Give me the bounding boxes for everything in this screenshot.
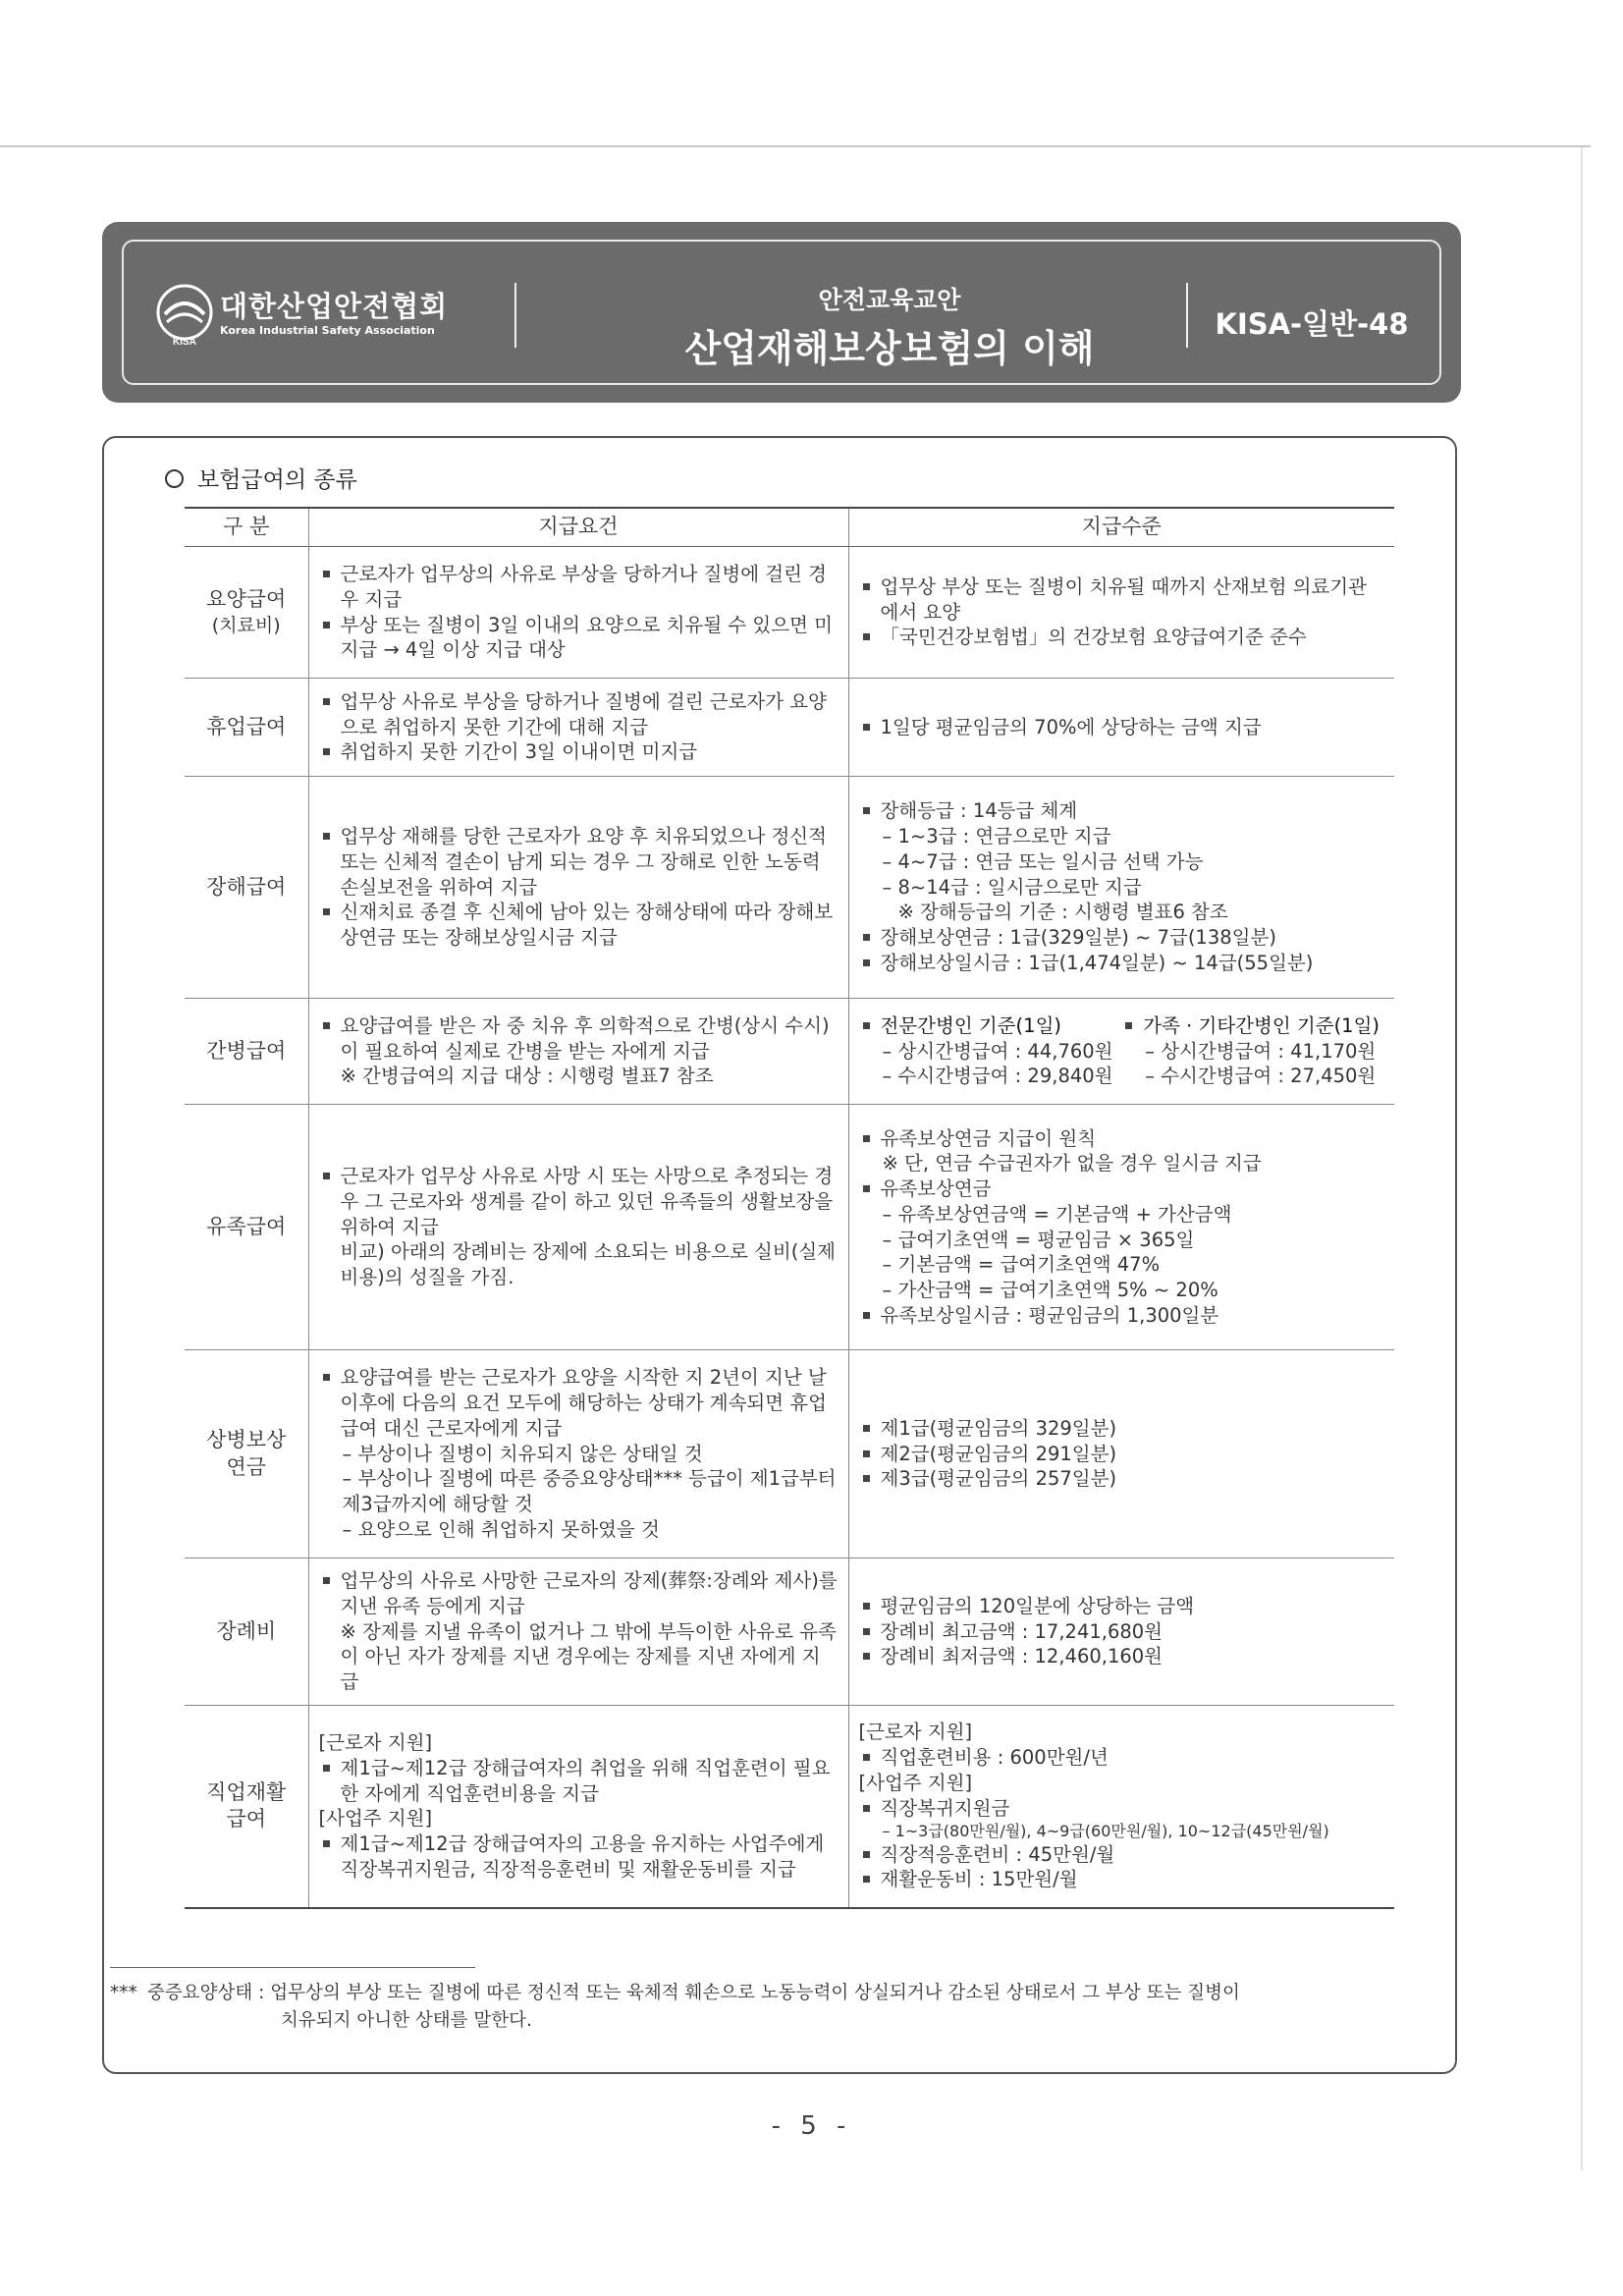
note-item: ※ 단, 연금 수급권자가 없을 경우 일시금 지급 <box>882 1152 1262 1175</box>
row-requirement <box>308 999 848 1105</box>
note-item: ※ 간병급여의 지급 대상 : 시행령 별표7 참조 <box>340 1065 714 1088</box>
list-item: 장례비 최고금액 : 17,241,680원 <box>859 1619 1385 1645</box>
category-name: 상병보상 <box>206 1427 287 1451</box>
note-item: 비교) 아래의 장례비는 장제에 소요되는 비용으로 실비(실제 비용)의 성질을 가짐. <box>340 1240 836 1289</box>
row-level <box>848 777 1394 999</box>
footnote-line-2: 치유되지 아니한 상태를 말한다. <box>281 2009 532 2031</box>
category-name: 직업재활 <box>206 1779 287 1804</box>
sub-item: – 기본금액 = 급여기초연액 47% <box>882 1253 1161 1277</box>
row-requirement <box>308 679 848 777</box>
group-label: [사업주 지원] <box>318 1807 433 1831</box>
list-item: 「국민건강보험법」의 건강보험 요양급여기준 준수 <box>859 625 1385 650</box>
family-caregiver-rates <box>1121 1013 1384 1089</box>
list-item: 유족보상연금 지급이 원칙 <box>859 1126 1385 1152</box>
list-item: 재활운동비 : 15만원/월 <box>859 1867 1385 1892</box>
sub-item: – 수시간병급여 : 27,450원 <box>1145 1065 1377 1088</box>
sub-item: – 8~14급 : 일시금으로만 지급 <box>882 875 1142 899</box>
list-item: 신재치료 종결 후 신체에 남아 있는 장해상태에 따라 장해보상연금 또는 장해보상일시금 지급 <box>319 900 839 950</box>
list-item: 전문간병인 기준(1일) <box>859 1013 1122 1039</box>
doc-code: KISA-일반-48 <box>1215 307 1409 341</box>
list-item: 제2급(평균임금의 291일분) <box>859 1442 1385 1467</box>
row-category: 간병급여 <box>185 999 308 1105</box>
list-item: 장해보상연금 : 1급(329일분) ~ 7급(138일분) <box>859 925 1385 951</box>
list-item: 제1급(평균임금의 329일분) <box>859 1416 1385 1442</box>
category-subname: (치료비) <box>211 614 281 636</box>
doc-type: 안전교육교안 <box>818 286 961 314</box>
table-row <box>185 547 1394 679</box>
list-item: 업무상 재해를 당한 근로자가 요양 후 치유되었으나 정신적 또는 신체적 결손이 남게 되는 경우 그 장해로 인한 노동력손실보전을 위하여 지급 <box>319 824 839 900</box>
category-name: 요양급여 <box>206 587 287 612</box>
professional-caregiver-rates <box>859 1013 1122 1089</box>
sub-item: – 상시간병급여 : 41,170원 <box>1145 1039 1377 1063</box>
org-name-english: Korea Industrial Safety Association <box>220 324 435 337</box>
footnote-line-1: 중증요양상태 : 업무상의 부상 또는 질병에 따른 정신적 또는 육체적 훼손으로 노동능력이 상실되거나 감소된 상태로서 그 부상 또는 질병이 <box>147 1983 1240 2003</box>
sub-item: – 부상이나 질병에 따른 중증요양상태*** 등급이 제1급부터 제3급까지에 해당할 것 <box>342 1467 837 1516</box>
section-title <box>165 462 357 494</box>
kisa-logo <box>155 283 538 348</box>
scan-edge-shadow <box>1581 147 1583 2170</box>
category-name-line2: 급여 <box>226 1807 267 1831</box>
note-item: ※ 장해등급의 기준 : 시행령 별표6 참조 <box>897 901 1228 924</box>
row-level <box>848 999 1394 1105</box>
list-item: 직장적응훈련비 : 45만원/월 <box>859 1842 1385 1868</box>
section-title-text: 보험급여의 종류 <box>197 467 357 493</box>
row-level <box>848 1350 1394 1558</box>
scan-border-line <box>0 145 1591 147</box>
list-item: 유족보상일시금 : 평균임금의 1,300일분 <box>859 1303 1385 1329</box>
table-row <box>185 1105 1394 1350</box>
sub-item: – 상시간병급여 : 44,760원 <box>882 1039 1113 1063</box>
list-item: 요양급여를 받은 자 중 치유 후 의학적으로 간병(상시 수시)이 필요하여 실제로 간병을 받는 자에게 지급 <box>319 1013 839 1064</box>
footnote <box>110 1980 1416 2035</box>
list-item: 제1급~제12급 장해급여자의 고용을 유지하는 사업주에게 직장복귀지원금, 직장적응훈련비 및 재활운동비를 지급 <box>319 1831 839 1882</box>
footnote-mark: *** <box>110 1983 137 2003</box>
header-inner-border <box>122 240 1441 385</box>
page-number: - 5 - <box>771 2111 852 2141</box>
table-row <box>185 679 1394 777</box>
list-item: 업무상 부상 또는 질병이 치유될 때까지 산재보험 의료기관에서 요양 <box>859 574 1385 625</box>
sub-item: – 급여기초연액 = 평균임금 × 365일 <box>882 1228 1195 1251</box>
row-requirement <box>308 1706 848 1908</box>
footnote-divider <box>110 1967 475 1968</box>
category-name-line2: 연금 <box>226 1454 267 1479</box>
list-item: 업무상의 사유로 사망한 근로자의 장제(葬祭:장례와 제사)를 지낸 유족 등에게 지급 <box>319 1568 839 1618</box>
group-label: [사업주 지원] <box>858 1771 973 1794</box>
row-level <box>848 1105 1394 1350</box>
list-item: 제3급(평균임금의 257일분) <box>859 1466 1385 1492</box>
list-item: 직장복귀지원금 <box>859 1796 1385 1822</box>
row-category: 휴업급여 <box>185 679 308 777</box>
list-item: 직업훈련비용 : 600만원/년 <box>859 1745 1385 1771</box>
table-header-row <box>185 508 1394 547</box>
list-item: 요양급여를 받는 근로자가 요양을 시작한 지 2년이 지난 날 이후에 다음의 요건 모두에 해당하는 상태가 계속되면 휴업급여 대신 근로자에게 지급 <box>319 1365 839 1441</box>
row-category <box>185 1350 308 1558</box>
row-category: 장해급여 <box>185 777 308 999</box>
list-item: 1일당 평균임금의 70%에 상당하는 금액 지급 <box>859 715 1385 740</box>
row-requirement <box>308 777 848 999</box>
list-item: 가족 · 기타간병인 기준(1일) <box>1121 1013 1384 1039</box>
svg-text:KISA: KISA <box>173 337 196 348</box>
sub-item: – 유족보상연금액 = 기본금액 + 가산금액 <box>882 1202 1232 1226</box>
table-row <box>185 1350 1394 1558</box>
row-level <box>848 547 1394 679</box>
row-category: 장례비 <box>185 1558 308 1706</box>
list-item: 장해등급 : 14등급 체계 <box>859 798 1385 824</box>
list-item: 근로자가 업무상의 사유로 부상을 당하거나 질병에 걸린 경우 지급 <box>319 562 839 612</box>
header-divider-left <box>514 283 516 348</box>
list-item: 평균임금의 120일분에 상당하는 금액 <box>859 1594 1385 1619</box>
table-row <box>185 1706 1394 1908</box>
sub-item: – 요양으로 인해 취업하지 못하였을 것 <box>342 1517 660 1541</box>
header-category: 구 분 <box>185 508 308 547</box>
sub-item: – 가산금액 = 급여기초연액 5% ~ 20% <box>882 1278 1218 1301</box>
sub-item: – 부상이나 질병이 치유되지 않은 상태일 것 <box>342 1442 703 1465</box>
row-level <box>848 679 1394 777</box>
benefits-table <box>185 507 1394 1909</box>
row-category: 유족급여 <box>185 1105 308 1350</box>
caregiver-rates <box>859 1013 1385 1089</box>
row-level <box>848 1558 1394 1706</box>
list-item: 근로자가 업무상 사유로 사망 시 또는 사망으로 추정되는 경우 그 근로자와 생계를 같이 하고 있던 유족들의 생활보장을 위하여 지급 <box>319 1164 839 1239</box>
sub-item: – 수시간병급여 : 29,840원 <box>882 1065 1113 1088</box>
list-item: 부상 또는 질병이 3일 이내의 요양으로 치유될 수 있으면 미지급 → 4일 이상 지급 대상 <box>319 613 839 663</box>
document-header <box>102 222 1461 403</box>
list-item: 장해보상일시금 : 1급(1,474일분) ~ 14급(55일분) <box>859 951 1385 976</box>
row-requirement <box>308 1350 848 1558</box>
org-name: 대한산업안전협회 <box>220 290 449 323</box>
row-requirement <box>308 1558 848 1706</box>
list-item: 업무상 사유로 부상을 당하거나 질병에 걸린 근로자가 요양으로 취업하지 못한 기간에 대해 지급 <box>319 689 839 739</box>
table-row <box>185 999 1394 1105</box>
table-row <box>185 777 1394 999</box>
sub-item: – 1~3급(80만원/월), 4~9급(60만원/월), 10~12급(45만원/월) <box>882 1822 1329 1841</box>
sub-item: – 4~7급 : 연금 또는 일시금 선택 가능 <box>882 849 1204 873</box>
sub-item: – 1~3급 : 연금으로만 지급 <box>882 825 1111 848</box>
header-level: 지급수준 <box>848 508 1394 547</box>
group-label: [근로자 지원] <box>318 1731 433 1755</box>
circle-bullet-icon <box>165 469 184 488</box>
row-requirement <box>308 1105 848 1350</box>
kisa-emblem-icon <box>155 283 214 348</box>
row-requirement <box>308 547 848 679</box>
row-level <box>848 1706 1394 1908</box>
doc-title: 산업재해보상보험의 이해 <box>684 327 1095 370</box>
list-item: 유족보상연금 <box>859 1176 1385 1202</box>
list-item: 제1급~제12급 장해급여자의 취업을 위해 직업훈련이 필요한 자에게 직업훈련비용을 지급 <box>319 1756 839 1806</box>
row-category <box>185 1706 308 1908</box>
row-category <box>185 547 308 679</box>
table-row <box>185 1558 1394 1706</box>
list-item: 취업하지 못한 기간이 3일 이내이면 미지급 <box>319 739 839 765</box>
header-requirement: 지급요건 <box>308 508 848 547</box>
group-label: [근로자 지원] <box>858 1721 973 1744</box>
list-item: 장례비 최저금액 : 12,460,160원 <box>859 1644 1385 1669</box>
note-item: ※ 장제를 지낼 유족이 없거나 그 밖에 부득이한 사유로 유족이 아닌 자가 장제를 지낸 경우에는 장제를 지낸 자에게 지급 <box>340 1619 837 1694</box>
